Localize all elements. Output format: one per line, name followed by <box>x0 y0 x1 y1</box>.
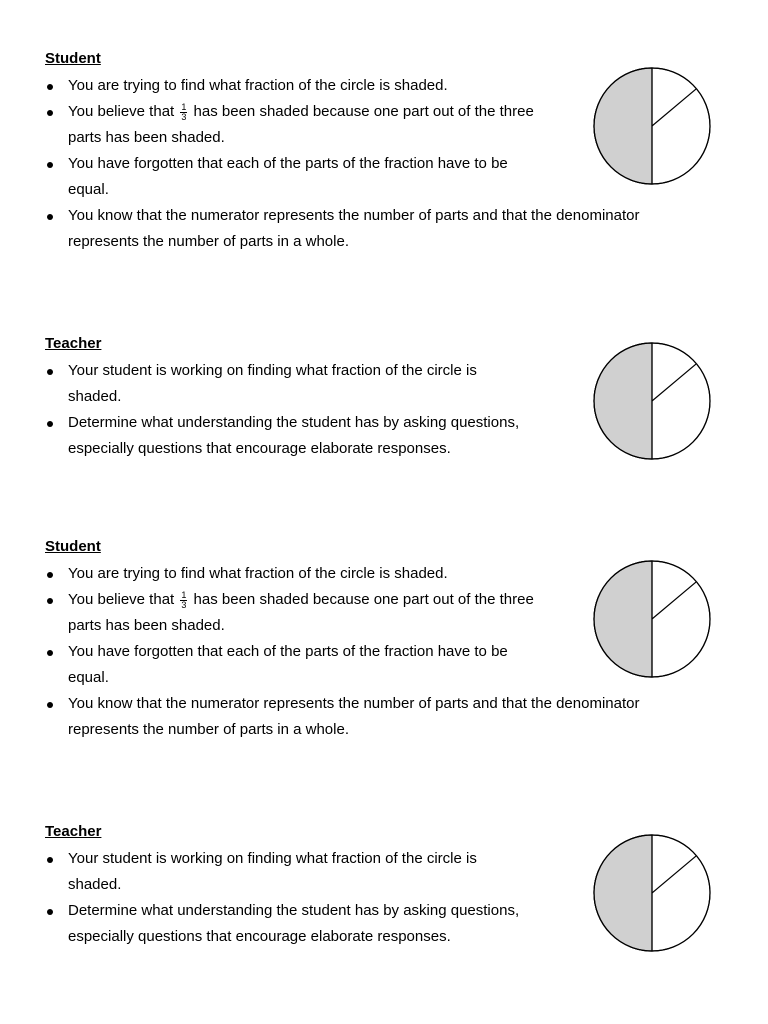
pie-shaded-part <box>594 561 652 677</box>
bullet-item: You have forgotten that each of the parts of the fraction have to be equal. <box>45 639 639 691</box>
bullet-item: You are trying to find what fraction of the circle is shaded. <box>45 561 639 587</box>
bullet-item: You have forgotten that each of the parts of the fraction have to be equal. <box>45 151 639 203</box>
role-heading: Student <box>45 50 101 67</box>
pie-shaded-part <box>594 68 652 184</box>
bullet-item: Your student is working on finding what fraction of the circle is shaded. <box>45 358 519 410</box>
bullet-list <box>45 358 519 462</box>
bullet-item: You know that the numerator represents the number of parts and that the denominator represents the number of parts in a whole. <box>45 691 639 743</box>
role-heading: Teacher <box>45 335 102 352</box>
role-heading: Student <box>45 538 101 555</box>
bullet-list <box>45 846 519 950</box>
bullet-item: Determine what understanding the student has by asking questions, especially questions that encourage elaborate responses. <box>45 898 519 950</box>
bullet-item: You know that the numerator represents the number of parts and that the denominator represents the number of parts in a whole. <box>45 203 639 255</box>
bullet-item: Determine what understanding the student has by asking questions, especially questions that encourage elaborate responses. <box>45 410 519 462</box>
bullet-list <box>45 73 639 255</box>
fraction-one-third: $\frac{1}{3}$ <box>181 589 187 610</box>
bullet-list <box>45 561 639 743</box>
pie-diagram <box>592 833 712 953</box>
pie-diagram <box>592 341 712 461</box>
pie-diagram <box>592 66 712 186</box>
role-heading: Teacher <box>45 823 102 840</box>
pie-diagram <box>592 559 712 679</box>
fraction-one-third: $\frac{1}{3}$ <box>181 101 187 122</box>
bullet-item: You believe that $\frac{1}{3}$ has been shaded because one part out of the three parts has been shaded. <box>45 99 639 151</box>
bullet-item: Your student is working on finding what fraction of the circle is shaded. <box>45 846 519 898</box>
pie-shaded-part <box>594 343 652 459</box>
bullet-item: You believe that $\frac{1}{3}$ has been shaded because one part out of the three parts has been shaded. <box>45 587 639 639</box>
bullet-item: You are trying to find what fraction of the circle is shaded. <box>45 73 639 99</box>
pie-shaded-part <box>594 835 652 951</box>
